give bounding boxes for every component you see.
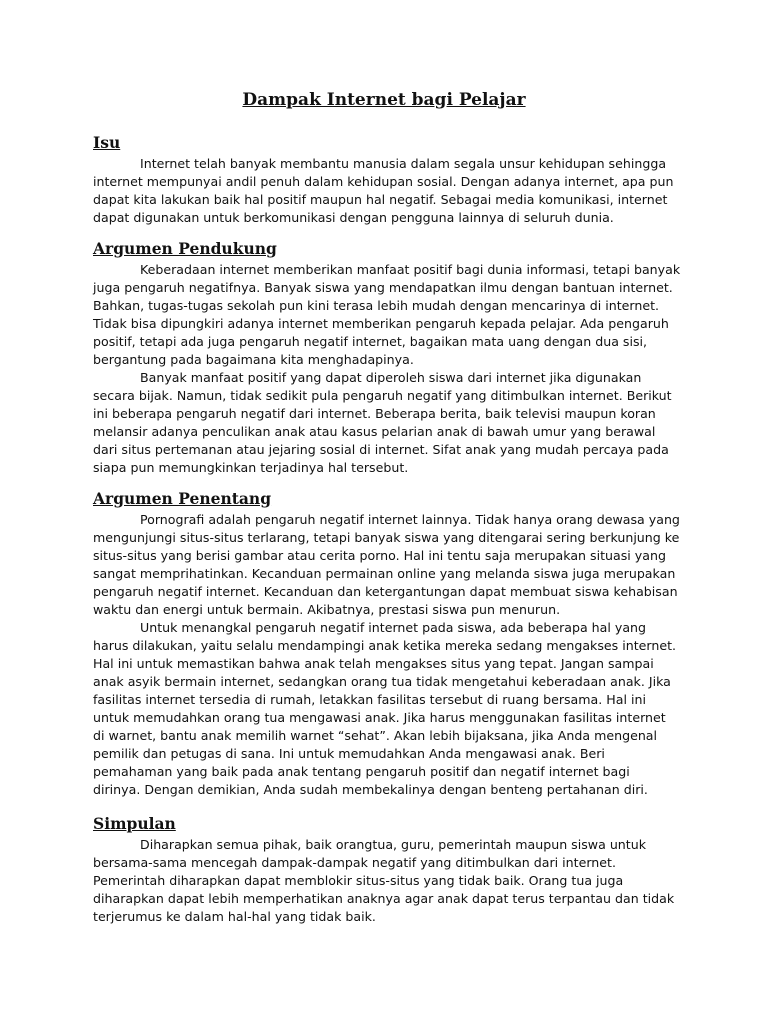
paragraph: Pornografi adalah pengaruh negatif internet lainnya. Tidak hanya orang dewasa yang mengunjungi situs-situs terlarang, tetapi banyak siswa yang ditengarai sering berkunjung ke situs-situs yang berisi gambar atau cerita porno. Hal ini tentu saja merupakan situasi yang sangat memprihatinkan. Kecanduan permainan online yang melanda siswa juga merupakan pengaruh negatif internet. Kecanduan dan ketergantungan dapat membuat siswa kehabisan waktu dan energi untuk bermain. Akibatnya, prestasi siswa pun menurun. — [93, 512, 680, 617]
paragraph: Diharapkan semua pihak, baik orangtua, guru, pemerintah maupun siswa untuk bersama-sama mencegah dampak-dampak negatif yang ditimbulkan dari internet. Pemerintah diharapkan dapat memblokir situs-situs yang tidak baik. Orang tua juga diharapkan dapat lebih memperhatikan anaknya agar anak dapat terus terpantau dan tidak terjerumus ke dalam hal-hal yang tidak baik. — [93, 837, 675, 924]
section-argumen-penentang — [93, 489, 681, 799]
section-argumen-pendukung — [93, 239, 681, 477]
paragraph: Banyak manfaat positif yang dapat diperoleh siswa dari internet jika digunakan secara bijak. Namun, tidak sedikit pula pengaruh negatif yang ditimbulkan internet. Berikut ini beberapa pengaruh negatif dari internet. Beberapa berita, baik televisi maupun koran melansir adanya penculikan anak atau kasus pelarian anak di bawah umur yang berawal dari situs pertemanan atau jejaring sosial di internet. Sifat anak yang mudah percaya pada siapa pun memungkinkan terjadinya hal tersebut. — [93, 370, 672, 475]
section-heading-isu: Isu — [93, 133, 121, 152]
section-heading-argumen-penentang: Argumen Penentang — [93, 489, 272, 508]
section-simpulan — [93, 814, 681, 926]
paragraph: Untuk menangkal pengaruh negatif internet pada siswa, ada beberapa hal yang harus dilakukan, yaitu selalu mendampingi anak ketika mereka sedang mengakses internet. Hal ini untuk memastikan bahwa anak telah mengakses situs yang tepat. Jangan sampai anak asyik bermain internet, sedangkan orang tua tidak mengetahui keberadaan anak. Jika fasilitas internet tersedia di rumah, letakkan fasilitas tersebut di ruang bersama. Hal ini untuk memudahkan orang tua mengawasi anak. Jika harus menggunakan fasilitas internet di warnet, bantu anak memilih warnet “sehat”. Akan lebih bijaksana, jika Anda mengenal pemilik dan petugas di sana. Ini untuk memudahkan Anda mengawasi anak. Beri pemahaman yang baik pada anak tentang pengaruh positif dan negatif internet bagi dirinya. Dengan demikian, Anda sudah membekalinya dengan benteng pertahanan diri. — [93, 620, 677, 797]
section-heading-simpulan: Simpulan — [93, 814, 176, 833]
section-isu — [93, 133, 681, 227]
paragraph: Keberadaan internet memberikan manfaat positif bagi dunia informasi, tetapi banyak juga pengaruh negatifnya. Banyak siswa yang mendapatkan ilmu dengan bantuan internet. Bahkan, tugas-tugas sekolah pun kini terasa lebih mudah dengan mencarinya di internet. Tidak bisa dipungkiri adanya internet memberikan pengaruh kepada pelajar. Ada pengaruh positif, tetapi ada juga pengaruh negatif internet, bagaikan mata uang dengan dua sisi, bergantung pada bagaimana kita menghadapinya. — [93, 262, 681, 367]
paragraph: Internet telah banyak membantu manusia dalam segala unsur kehidupan sehingga internet mempunyai andil penuh dalam kehidupan sosial. Dengan adanya internet, apa pun dapat kita lakukan baik hal positif maupun hal negatif. Sebagai media komunikasi, internet dapat digunakan untuk berkomunikasi dengan pengguna lainnya di seluruh dunia. — [93, 156, 674, 225]
document-title: Dampak Internet bagi Pelajar — [242, 90, 526, 110]
section-heading-argumen-pendukung: Argumen Pendukung — [93, 239, 277, 258]
